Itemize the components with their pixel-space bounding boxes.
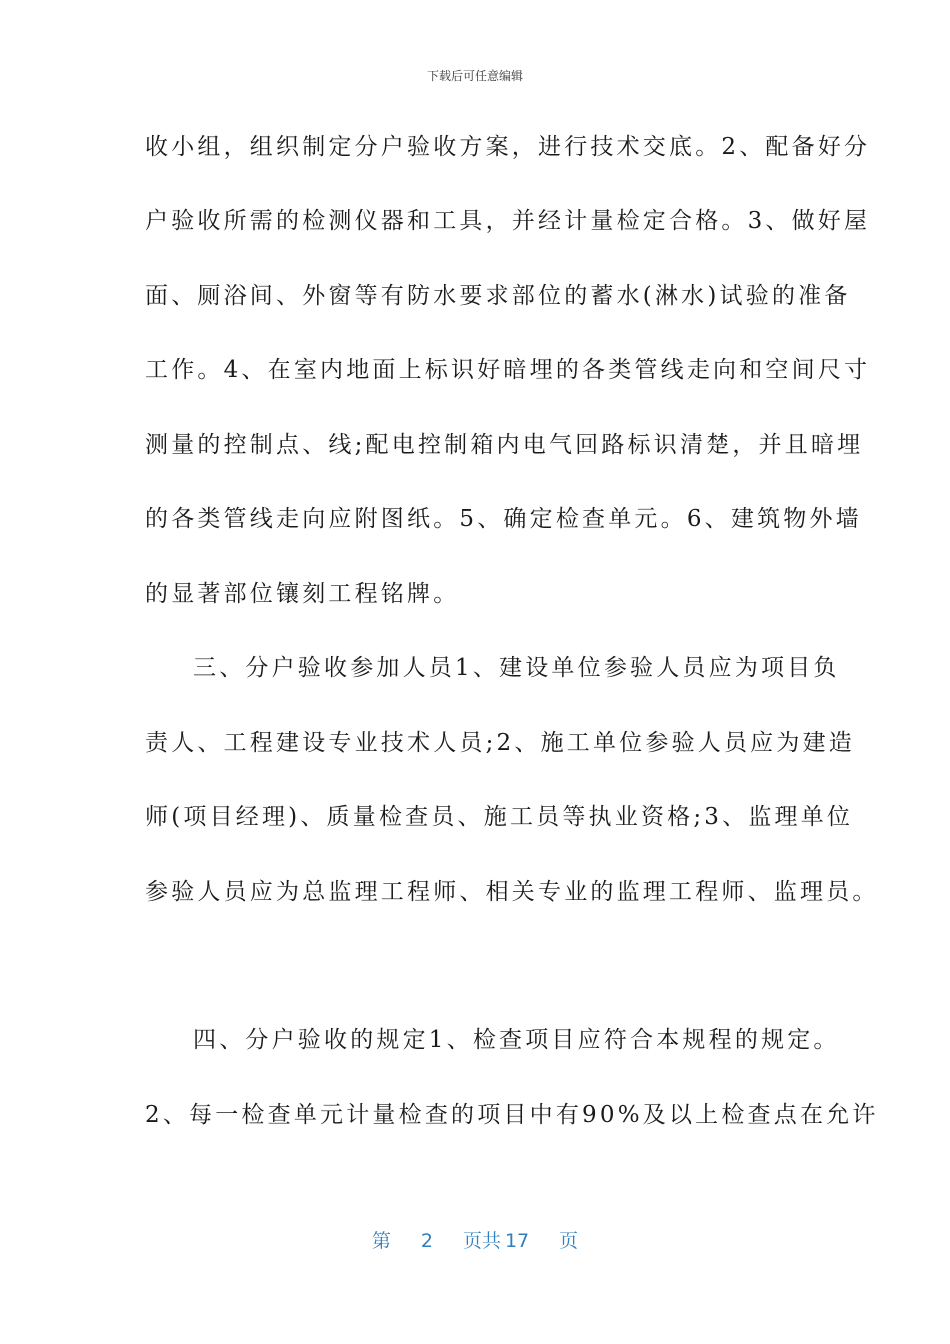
- footer-middle: 页共: [462, 1230, 501, 1252]
- text-line: 面、厕浴间、外窗等有防水要求部位的蓄水(淋水)试验的准备: [145, 283, 851, 309]
- page-footer: [0, 1226, 950, 1253]
- text-line: 测量的控制点、线;配电控制箱内电气回路标识清楚，并且暗埋: [145, 432, 864, 458]
- page-header-note: 下载后可任意编辑: [426, 69, 523, 83]
- text-line: 的显著部位镶刻工程铭牌。: [145, 581, 460, 607]
- text-line: 收小组，组织制定分户验收方案，进行技术交底。2、配备好分: [145, 134, 871, 160]
- text-line: 的各类管线走向应附图纸。5、确定检查单元。6、建筑物外墙: [145, 506, 862, 532]
- text-line: 2、每一检查单元计量检查的项目中有90%及以上检查点在允许: [145, 1102, 879, 1128]
- footer-prefix: 第: [371, 1230, 391, 1252]
- footer-total-pages: 17: [504, 1230, 530, 1252]
- section-heading-four: 四、分户验收的规定1、检查项目应符合本规程的规定。: [193, 1027, 840, 1053]
- footer-suffix: 页: [559, 1230, 579, 1252]
- text-line: 工作。4、在室内地面上标识好暗埋的各类管线走向和空间尺寸: [145, 357, 871, 383]
- text-line: 责人、工程建设专业技术人员;2、施工单位参验人员应为建造: [145, 730, 855, 756]
- text-line: 户验收所需的检测仪器和工具，并经计量检定合格。3、做好屋: [145, 208, 871, 234]
- text-line: 参验人员应为总监理工程师、相关专业的监理工程师、监理员。: [145, 879, 879, 905]
- text-line: 师(项目经理)、质量检查员、施工员等执业资格;3、监理单位: [145, 804, 854, 830]
- section-heading-three: 三、分户验收参加人员1、建设单位参验人员应为项目负: [193, 655, 840, 681]
- footer-page-number: 2: [420, 1230, 433, 1252]
